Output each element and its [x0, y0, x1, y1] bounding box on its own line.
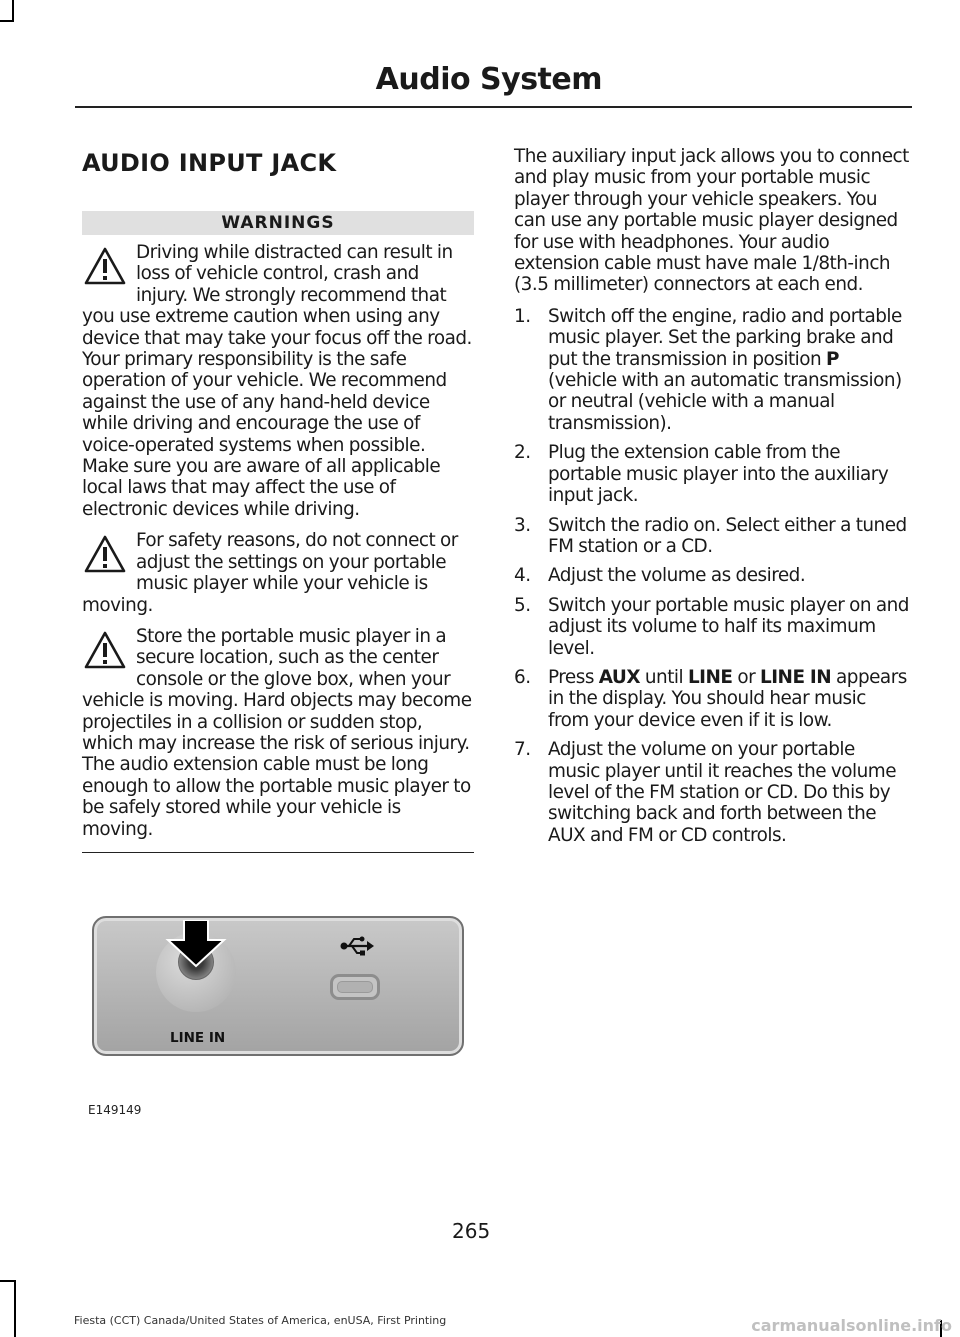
- step-number: 7.: [514, 739, 531, 761]
- step-number: 1.: [514, 305, 531, 327]
- header-rule: [75, 106, 912, 108]
- step-bold-term: LINE IN: [760, 666, 832, 688]
- warnings-end-rule: [82, 852, 474, 854]
- step-item: [514, 667, 910, 731]
- step-text: appears in the display. You should hear music from your device even if it is low.: [548, 666, 907, 731]
- section-title: AUDIO INPUT JACK: [82, 149, 337, 177]
- step-number: 3.: [514, 514, 531, 536]
- step-text: Switch the radio on. Select either a tuned FM station or a CD.: [548, 514, 907, 557]
- step-text: (vehicle with an automatic transmission) or neutral (vehicle with a manual transmission).: [548, 370, 902, 434]
- audio-input-panel-illustration: [92, 916, 464, 1056]
- warning-triangle-icon: [83, 534, 127, 574]
- watermark: carmanualsonline.info: [751, 1316, 952, 1335]
- chapter-title: Audio System: [375, 62, 602, 97]
- step-number: 6.: [514, 666, 531, 688]
- warning-text: For safety reasons, do not connect or adjust the settings on your portable music player while your vehicle is moving.: [82, 530, 458, 616]
- line-in-label: LINE IN: [170, 1030, 226, 1046]
- left-column: [82, 145, 474, 853]
- page-number: 265: [452, 1219, 491, 1243]
- step-item: [514, 306, 910, 434]
- crop-mark-bottom-left-v: [14, 1280, 16, 1337]
- step-text: or: [732, 666, 760, 688]
- step-item: [514, 565, 910, 586]
- crop-mark-top-left-h: [0, 20, 14, 22]
- step-item: [514, 515, 910, 558]
- usb-icon: [340, 936, 374, 956]
- arrow-down-icon: [164, 920, 228, 968]
- intro-paragraph: The auxiliary input jack allows you to connect and play music from your portable music player through your vehicle speakers. You can use any portable music player designed for use with headphones. Your audio extension cable must have male 1/8th-inch (3.5 millimeter) connectors at each end.: [514, 146, 909, 296]
- step-number: 5.: [514, 594, 531, 616]
- step-item: [514, 595, 910, 659]
- warning-text: Store the portable music player in a secure location, such as the center console or the glove box, when your vehicle is moving. Hard objects may become projectiles in a collision or sudden stop, which may increase the risk of serious injury. The audio extension cable must be long enough to allow the portable music player to be safely stored while your vehicle is moving.: [82, 625, 472, 840]
- step-bold-term: LINE: [687, 666, 733, 688]
- crop-mark-top-left-v: [12, 0, 14, 22]
- step-item: [514, 739, 910, 846]
- step-item: [514, 442, 910, 506]
- step-bold-term: P: [826, 348, 840, 370]
- step-text: Switch your portable music player on and adjust its volume to half its maximum level.: [548, 594, 909, 659]
- step-bold-term: AUX: [598, 666, 641, 688]
- step-text: Press: [548, 666, 599, 688]
- warning-item: [82, 626, 474, 840]
- warning-item: [82, 242, 474, 520]
- usb-port: [330, 974, 380, 1000]
- warning-text: Driving while distracted can result in loss of vehicle control, crash and injury. We strongly recommend that you use extreme caution when using any device that may take your focus off the road. Your primary responsibility is the safe operation of your vehicle. We recommend against the use of any hand-held device while driving and encourage the use of voice-operated systems when possible. Make sure you are aware of all applicable local laws that may affect the use of electronic devices while driving.: [82, 242, 472, 520]
- step-text: Adjust the volume on your portable music player until it reaches the volume level of the FM station or CD. Do this by switching back and forth between the AUX and FM or CD controls.: [548, 739, 897, 846]
- figure-code: E149149: [88, 1103, 142, 1117]
- warning-triangle-icon: [83, 630, 127, 670]
- step-number: 2.: [514, 442, 531, 464]
- step-text: Switch off the engine, radio and portable music player. Set the parking brake and put the transmission in position: [548, 305, 902, 370]
- step-text: Plug the extension cable from the portable music player into the auxiliary input jack.: [548, 442, 889, 507]
- step-text: until: [640, 666, 688, 688]
- step-number: 4.: [514, 565, 531, 587]
- warning-triangle-icon: [83, 246, 127, 286]
- right-column: [514, 146, 910, 846]
- footer-text: Fiesta (CCT) Canada/United States of America, enUSA, First Printing: [74, 1314, 447, 1327]
- warnings-heading: WARNINGS: [82, 211, 474, 235]
- warning-item: [82, 530, 474, 616]
- step-text: Adjust the volume as desired.: [548, 565, 806, 587]
